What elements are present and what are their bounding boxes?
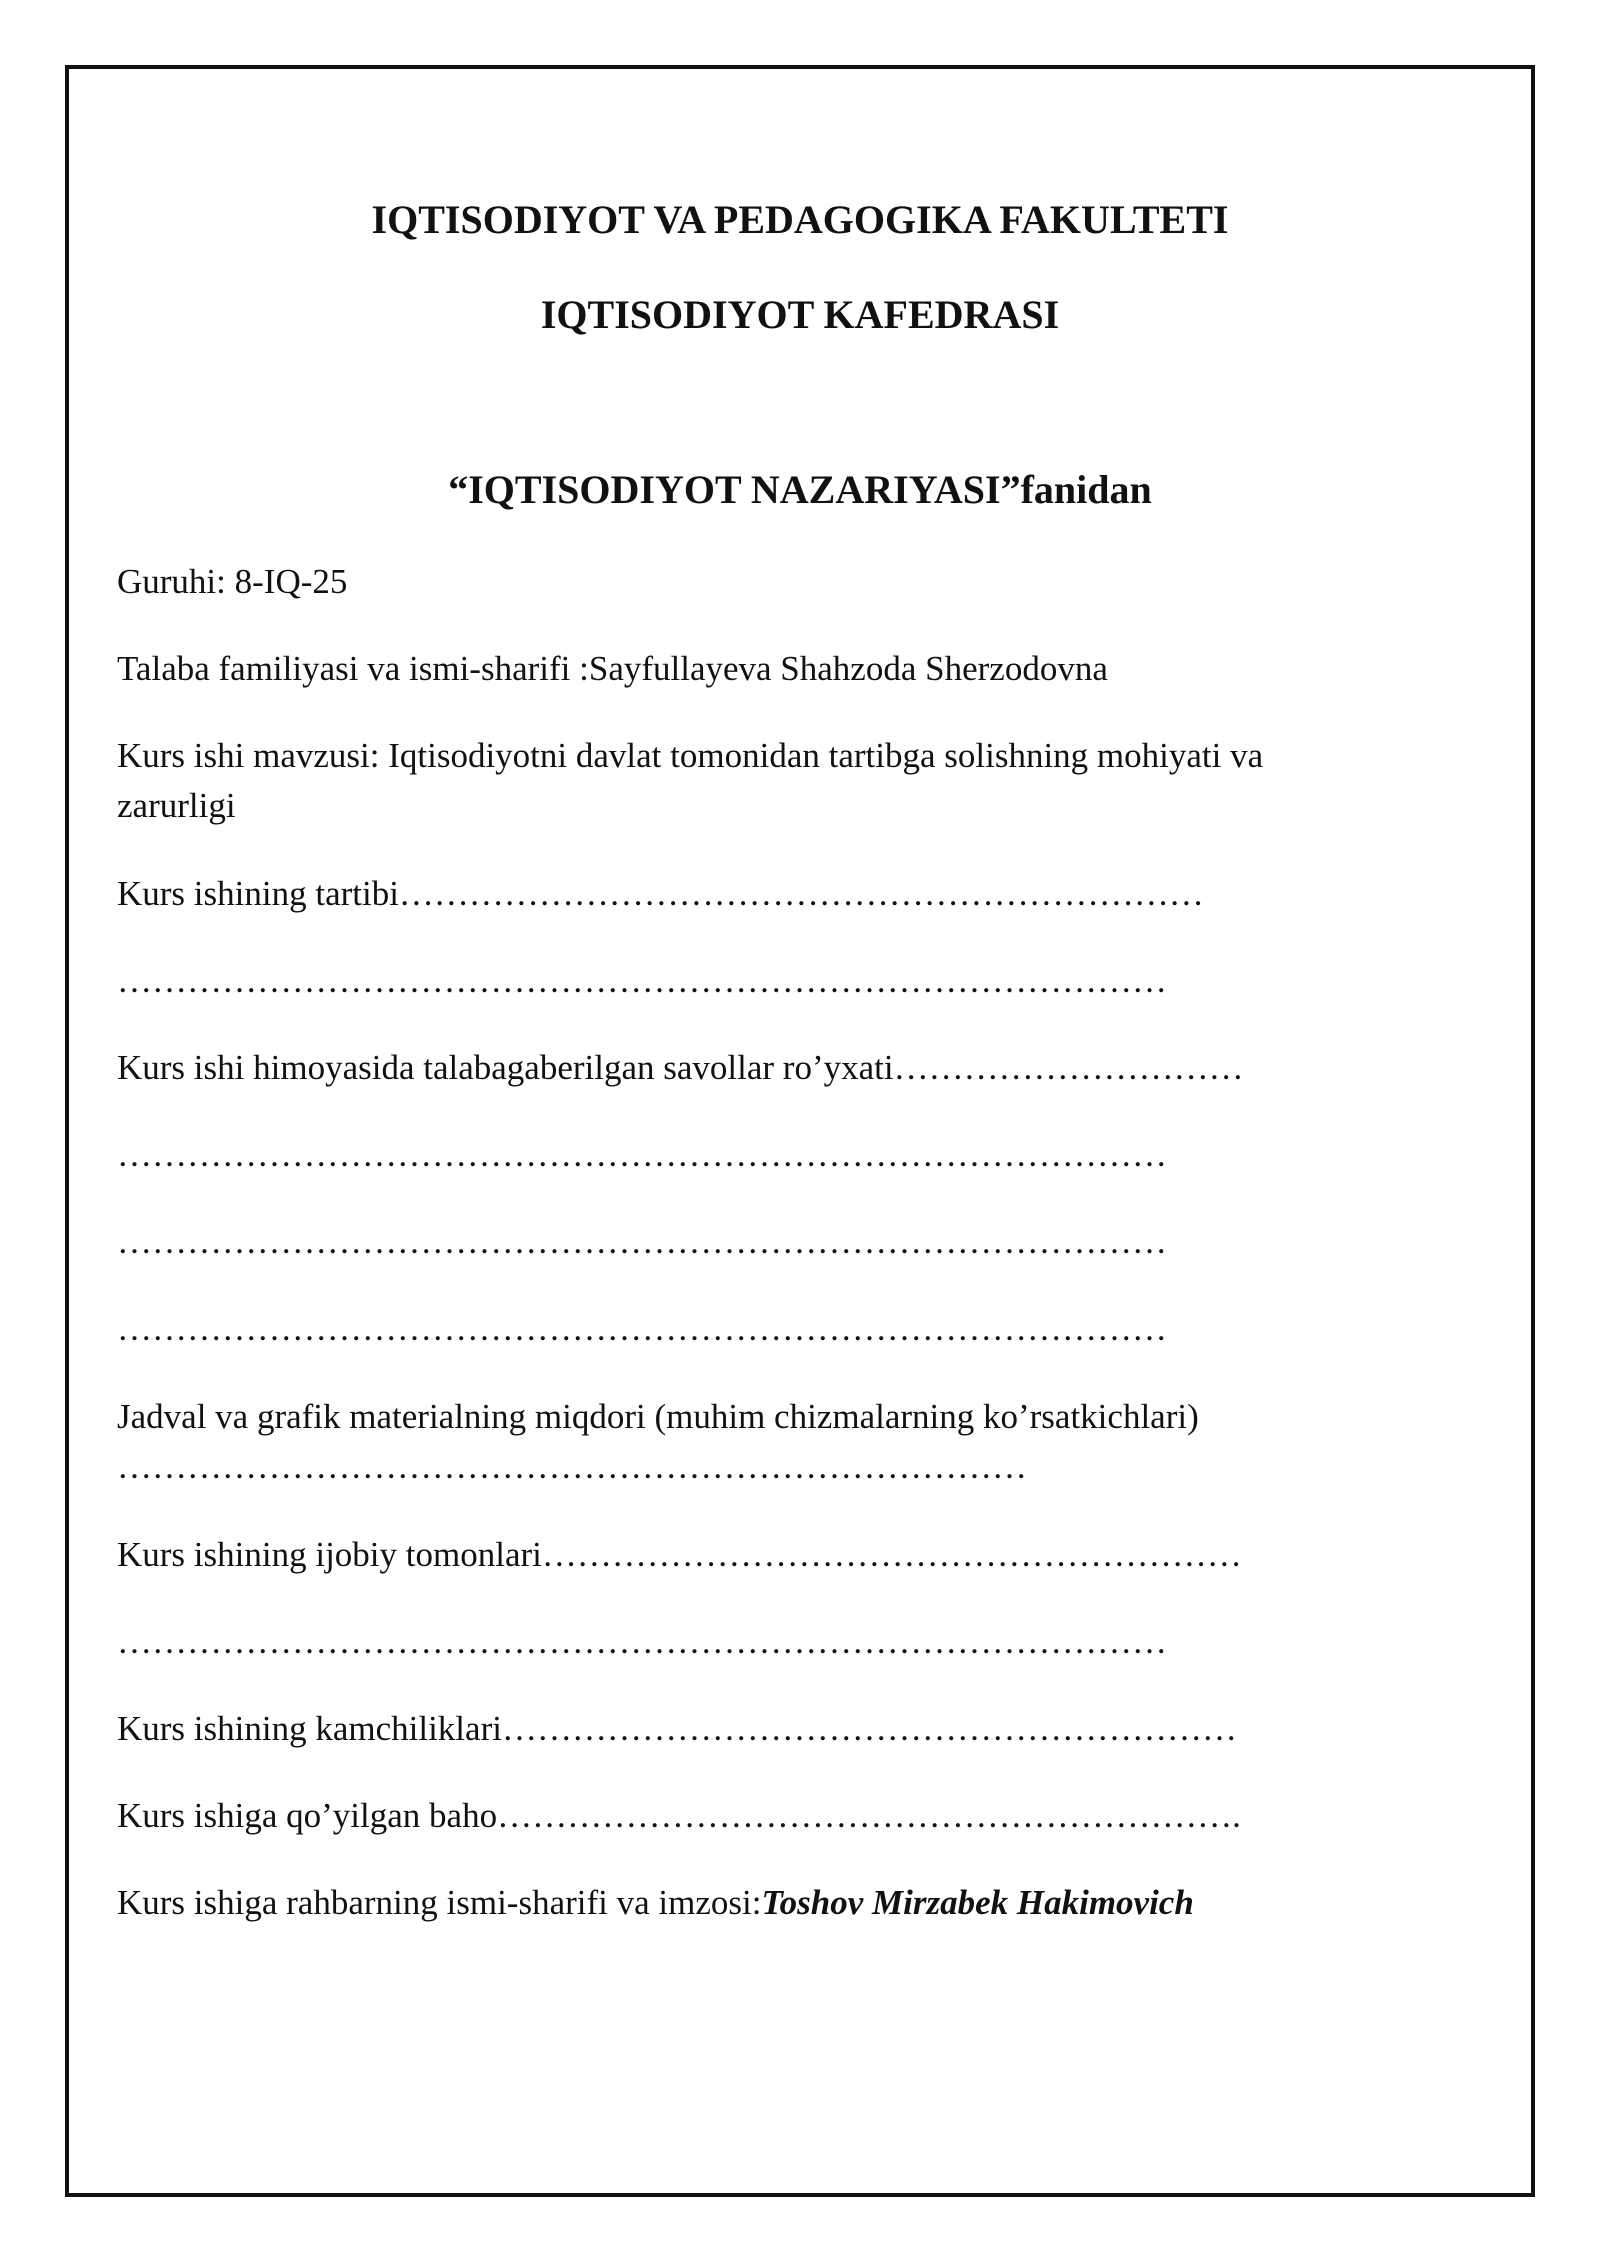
subject-heading: “IQTISODIYOT NAZARIYASI”fanidan [448,467,1152,512]
tables-line-1: Jadval va grafik materialning miqdori (muhim chizmalarning ko’rsatkichlari) [117,1397,1199,1436]
questions-cont-line-3: ……………………………………………………………………………… [117,1309,1167,1348]
group-line: Guruhi: 8-IQ-25 [117,562,348,601]
order-cont-line: ……………………………………………………………………………… [117,961,1167,1000]
grade-line: Kurs ishiga qo’yilgan baho………………………………………………………. [117,1796,1241,1835]
supervisor-line [117,1878,1194,1928]
questions-cont-line-2: ……………………………………………………………………………… [117,1222,1167,1261]
shortcomings-line: Kurs ishining kamchiliklari……………………………………………………… [117,1709,1237,1748]
supervisor-label: Kurs ishiga rahbarning ismi-sharifi va imzosi: [117,1883,762,1922]
topic-line-2: zarurligi [117,786,236,825]
supervisor-name: Toshov Mirzabek Hakimovich [761,1883,1194,1922]
department-heading: IQTISODIYOT KAFEDRASI [540,292,1060,337]
positives-cont-line: ……………………………………………………………………………… [117,1622,1167,1661]
topic-line-1: Kurs ishi mavzusi: Iqtisodiyotni davlat tomonidan tartibga solishning mohiyati va [117,736,1264,775]
faculty-heading: IQTISODIYOT VA PEDAGOGIKA FAKULTETI [371,197,1229,242]
tables-line-2: …………………………………………………………………… [117,1447,1027,1486]
questions-cont-line-1: ……………………………………………………………………………… [117,1135,1167,1174]
questions-line: Kurs ishi himoyasida talabagaberilgan savollar ro’yxati………………………… [117,1048,1244,1087]
order-line: Kurs ishining tartibi…………………………………………………………… [117,874,1204,913]
positives-line: Kurs ishining ijobiy tomonlari…………………………………………………… [117,1535,1242,1574]
student-line: Talaba familiyasi va ismi-sharifi :Sayfullayeva Shahzoda Sherzodovna [117,649,1108,688]
